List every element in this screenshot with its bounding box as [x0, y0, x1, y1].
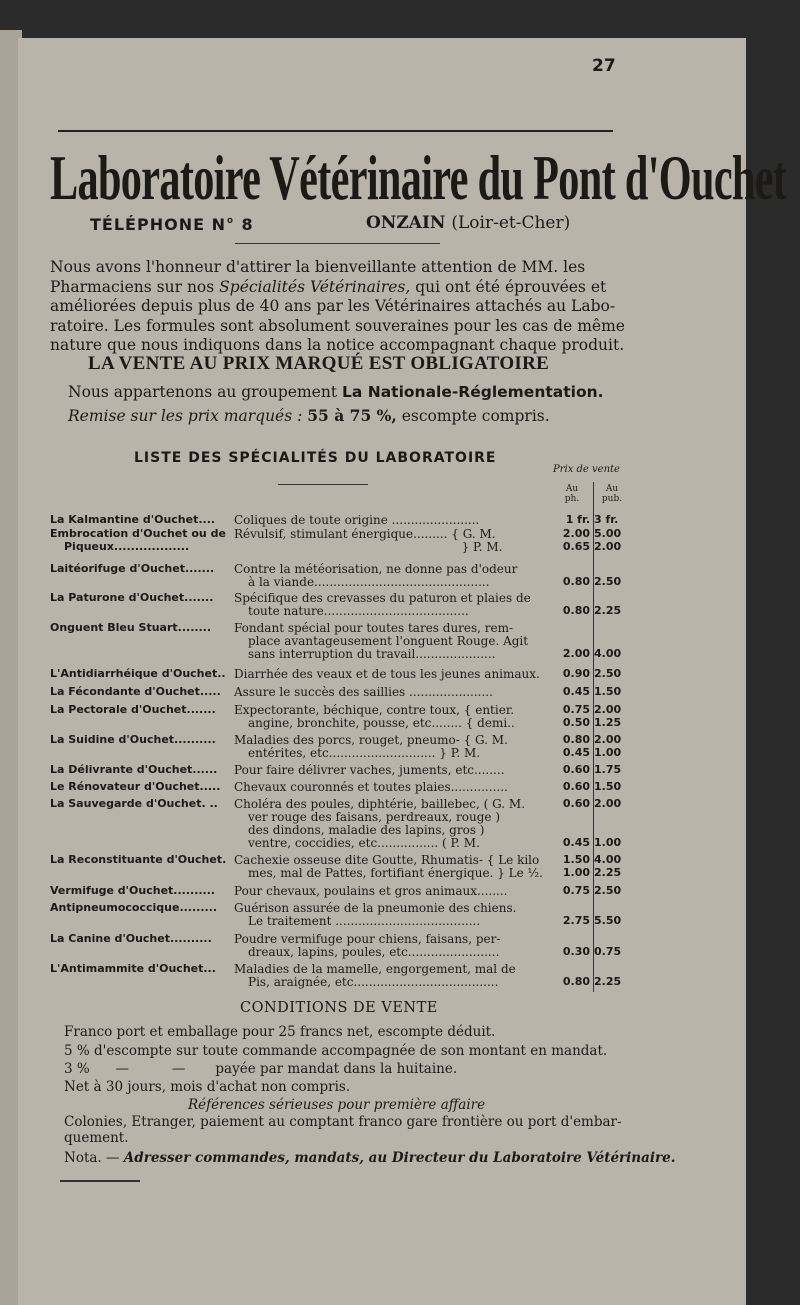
price-pharmacy: 2.00: [562, 527, 590, 540]
description-line: Pour chevaux, poulains et gros animaux........: [234, 884, 508, 898]
town-address: [366, 213, 570, 233]
condition-net: Net à 30 jours, mois d'achat non compris.: [64, 1079, 351, 1095]
condition-franco: Franco port et emballage pour 25 francs net, escompte déduit.: [64, 1024, 496, 1040]
description-line: Choléra des poules, diphtérie, baillebec, ( G. M.: [234, 797, 526, 811]
price-pharmacy: 0.80: [562, 975, 590, 988]
product-name: Embrocation d'Ouchet ou de: [50, 527, 226, 540]
condition-three-percent: 3 % — — payée par mandat dans la huitaine.: [64, 1061, 458, 1077]
description-line: des dindons, maladie des lapins, gros ): [248, 823, 485, 837]
laboratory-title: Laboratoire Vétérinaire du Pont d'Ouchet: [50, 142, 787, 213]
price-public: 2.25: [594, 975, 622, 988]
price-public: 0.75: [594, 945, 622, 958]
description-line: Guérison assurée de la pneumonie des chiens.: [234, 901, 517, 915]
header-rule: [235, 243, 440, 244]
price-pharmacy: 0.60: [562, 780, 590, 793]
price-public: 2.25: [594, 604, 622, 617]
description-line: sans interruption du travail.....................: [248, 647, 496, 661]
price-pharmacy: 2.00: [562, 647, 590, 660]
page-number: 27: [592, 56, 616, 76]
product-name-continued: Piqueux..................: [64, 540, 190, 553]
price-public: 2.00: [594, 540, 622, 553]
price-public: 1.50: [594, 685, 622, 698]
description-line: Pour faire délivrer vaches, juments, etc........: [234, 763, 505, 777]
price-pharmacy: 0.45: [562, 746, 590, 759]
price-public: 2.25: [594, 866, 622, 879]
description-line: Le traitement ......................................: [248, 914, 481, 928]
description-line: Fondant spécial pour toutes tares dures, rem-: [234, 621, 514, 635]
top-rule: [58, 130, 613, 132]
price-public: 1.25: [594, 716, 622, 729]
price-public: 3 fr.: [594, 513, 619, 526]
condition-five-percent: 5 % d'escompte sur toute commande accompagnée de son montant en mandat.: [64, 1043, 608, 1059]
price-pharmacy: 2.75: [562, 914, 590, 927]
description-line: toute nature......................................: [248, 604, 469, 618]
intro-line-1: Nous avons l'honneur d'attirer la bienveillante attention de MM. les: [50, 258, 586, 276]
price-pharmacy: 0.50: [562, 716, 590, 729]
list-heading-rule: [278, 484, 368, 485]
description-line: Chevaux couronnés et toutes plaies...............: [234, 780, 508, 794]
product-name: La Suidine d'Ouchet..........: [50, 733, 216, 746]
description-line: entérites, etc............................ } P. M.: [248, 746, 481, 760]
product-name: Onguent Bleu Stuart........: [50, 621, 212, 634]
intro-line-5: nature que nous indiquons dans la notice accompagnant chaque produit.: [50, 336, 625, 354]
price-public: 2.00: [594, 703, 622, 716]
description-line: Spécifique des crevasses du paturon et plaies de: [234, 591, 531, 605]
conditions-title: CONDITIONS DE VENTE: [240, 1000, 438, 1016]
price-public: 5.50: [594, 914, 622, 927]
price-public: 2.50: [594, 575, 622, 588]
price-pharmacy: 0.80: [562, 604, 590, 617]
price-public: 1.75: [594, 763, 622, 776]
description-line: ventre, coccidies, etc................ ( P. M.: [248, 836, 480, 850]
price-public: 2.00: [594, 797, 622, 810]
description-line: Contre la météorisation, ne donne pas d'odeur: [234, 562, 518, 576]
product-name: Vermifuge d'Ouchet..........: [50, 884, 216, 897]
description-line: place avantageusement l'onguent Rouge. Agit: [248, 634, 529, 648]
product-name: La Fécondante d'Ouchet.....: [50, 685, 221, 698]
product-name: Le Rénovateur d'Ouchet.....: [50, 780, 221, 793]
price-header: Prix de vente: [553, 464, 620, 475]
group-name: La Nationale-Réglementation.: [342, 383, 604, 401]
description-line: Maladies de la mamelle, engorgement, mal de: [234, 962, 516, 976]
price-public: 2.50: [594, 884, 622, 897]
column-header-public: Au pub.: [601, 484, 623, 504]
description-line: Pis, araignée, etc......................................: [248, 975, 499, 989]
list-heading: LISTE DES SPÉCIALITÉS DU LABORATOIRE: [134, 450, 497, 466]
telephone-number: TÉLÉPHONE N° 8: [90, 215, 254, 234]
price-pharmacy: 0.75: [562, 703, 590, 716]
product-name: Antipneumococcique.........: [50, 901, 218, 914]
town-region: (Loir-et-Cher): [451, 213, 571, 233]
condition-colonies: Colonies, Etranger, paiement au comptant franco gare frontière ou port d'embar-: [64, 1114, 622, 1130]
description-line: à la viande..............................................: [248, 575, 490, 589]
price-notice: LA VENTE AU PRIX MARQUÉ EST OBLIGATOIRE: [88, 353, 550, 374]
column-header-pharmacy: Au ph.: [564, 484, 580, 504]
price-public: 2.00: [594, 733, 622, 746]
product-name: La Pectorale d'Ouchet.......: [50, 703, 216, 716]
intro-line-3: améliorées depuis plus de 40 ans par les Vétérinaires attachés au Labo-: [50, 297, 616, 315]
product-name: La Canine d'Ouchet..........: [50, 932, 212, 945]
condition-colonies-end: quement.: [64, 1130, 129, 1146]
description-line: Coliques de toute origine .......................: [234, 513, 480, 527]
description-line: } P. M.: [248, 540, 503, 554]
description-line: Diarrhée des veaux et de tous les jeunes animaux.: [234, 667, 540, 681]
price-public: 4.00: [594, 853, 622, 866]
intro-paragraph: [50, 258, 630, 356]
description-line: angine, bronchite, pousse, etc........ { demi..: [248, 716, 515, 730]
price-pharmacy: 1 fr.: [565, 513, 590, 526]
product-name: L'Antimammite d'Ouchet...: [50, 962, 216, 975]
price-pharmacy: 1.50: [562, 853, 590, 866]
price-pharmacy: 0.75: [562, 884, 590, 897]
product-name: La Délivrante d'Ouchet......: [50, 763, 218, 776]
nota-line: Nota. — Adresser commandes, mandats, au Directeur du Laboratoire Vétérinaire.: [64, 1150, 676, 1166]
price-public: 1.00: [594, 836, 622, 849]
price-pharmacy: 0.60: [562, 797, 590, 810]
price-public: 1.50: [594, 780, 622, 793]
product-name: L'Antidiarrhéique d'Ouchet..: [50, 667, 226, 680]
description-line: Assure le succès des saillies ......................: [234, 685, 493, 699]
price-pharmacy: 0.60: [562, 763, 590, 776]
description-line: Cachexie osseuse dite Goutte, Rhumatis- { Le kilo: [234, 853, 540, 867]
town-name: ONZAIN: [366, 213, 446, 233]
price-pharmacy: 0.65: [562, 540, 590, 553]
price-pharmacy: 0.30: [562, 945, 590, 958]
product-name: Laitéorifuge d'Ouchet.......: [50, 562, 215, 575]
group-membership: Nous appartenons au groupement La Nationale-Réglementation.: [68, 383, 604, 401]
price-pharmacy: 0.80: [562, 733, 590, 746]
description-line: ver rouge des faisans, perdreaux, rouge ): [248, 810, 501, 824]
price-public: 2.50: [594, 667, 622, 680]
price-pharmacy: 0.80: [562, 575, 590, 588]
description-line: Maladies des porcs, rouget, pneumo- { G. M.: [234, 733, 508, 747]
intro-line-2: Pharmaciens sur nos Spécialités Vétérinaires, qui ont été éprouvées et: [50, 277, 607, 296]
product-name: La Paturone d'Ouchet.......: [50, 591, 214, 604]
condition-references: Références sérieuses pour première affaire: [188, 1097, 486, 1113]
price-pharmacy: 0.90: [562, 667, 590, 680]
product-name: La Sauvegarde d'Ouchet. ..: [50, 797, 218, 810]
price-pharmacy: 0.45: [562, 836, 590, 849]
description-line: Révulsif, stimulant énergique......... { G. M.: [234, 527, 496, 541]
intro-line-4: ratoire. Les formules sont absolument souveraines pour les cas de même: [50, 316, 625, 335]
pen-mark: [60, 1180, 140, 1186]
description-line: mes, mal de Pattes, fortifiant énergique. } Le ½.: [248, 866, 543, 880]
product-name: La Kalmantine d'Ouchet....: [50, 513, 216, 526]
description-line: Poudre vermifuge pour chiens, faisans, per-: [234, 932, 501, 946]
price-public: 5.00: [594, 527, 622, 540]
price-public: 1.00: [594, 746, 622, 759]
price-pharmacy: 1.00: [562, 866, 590, 879]
description-line: Expectorante, béchique, contre toux, { entier.: [234, 703, 515, 717]
price-pharmacy: 0.45: [562, 685, 590, 698]
description-line: dreaux, lapins, poules, etc........................: [248, 945, 500, 959]
price-public: 4.00: [594, 647, 622, 660]
discount-line: Remise sur les prix marqués : 55 à 75 %, escompte compris.: [68, 406, 550, 425]
product-name: La Reconstituante d'Ouchet.: [50, 853, 227, 866]
